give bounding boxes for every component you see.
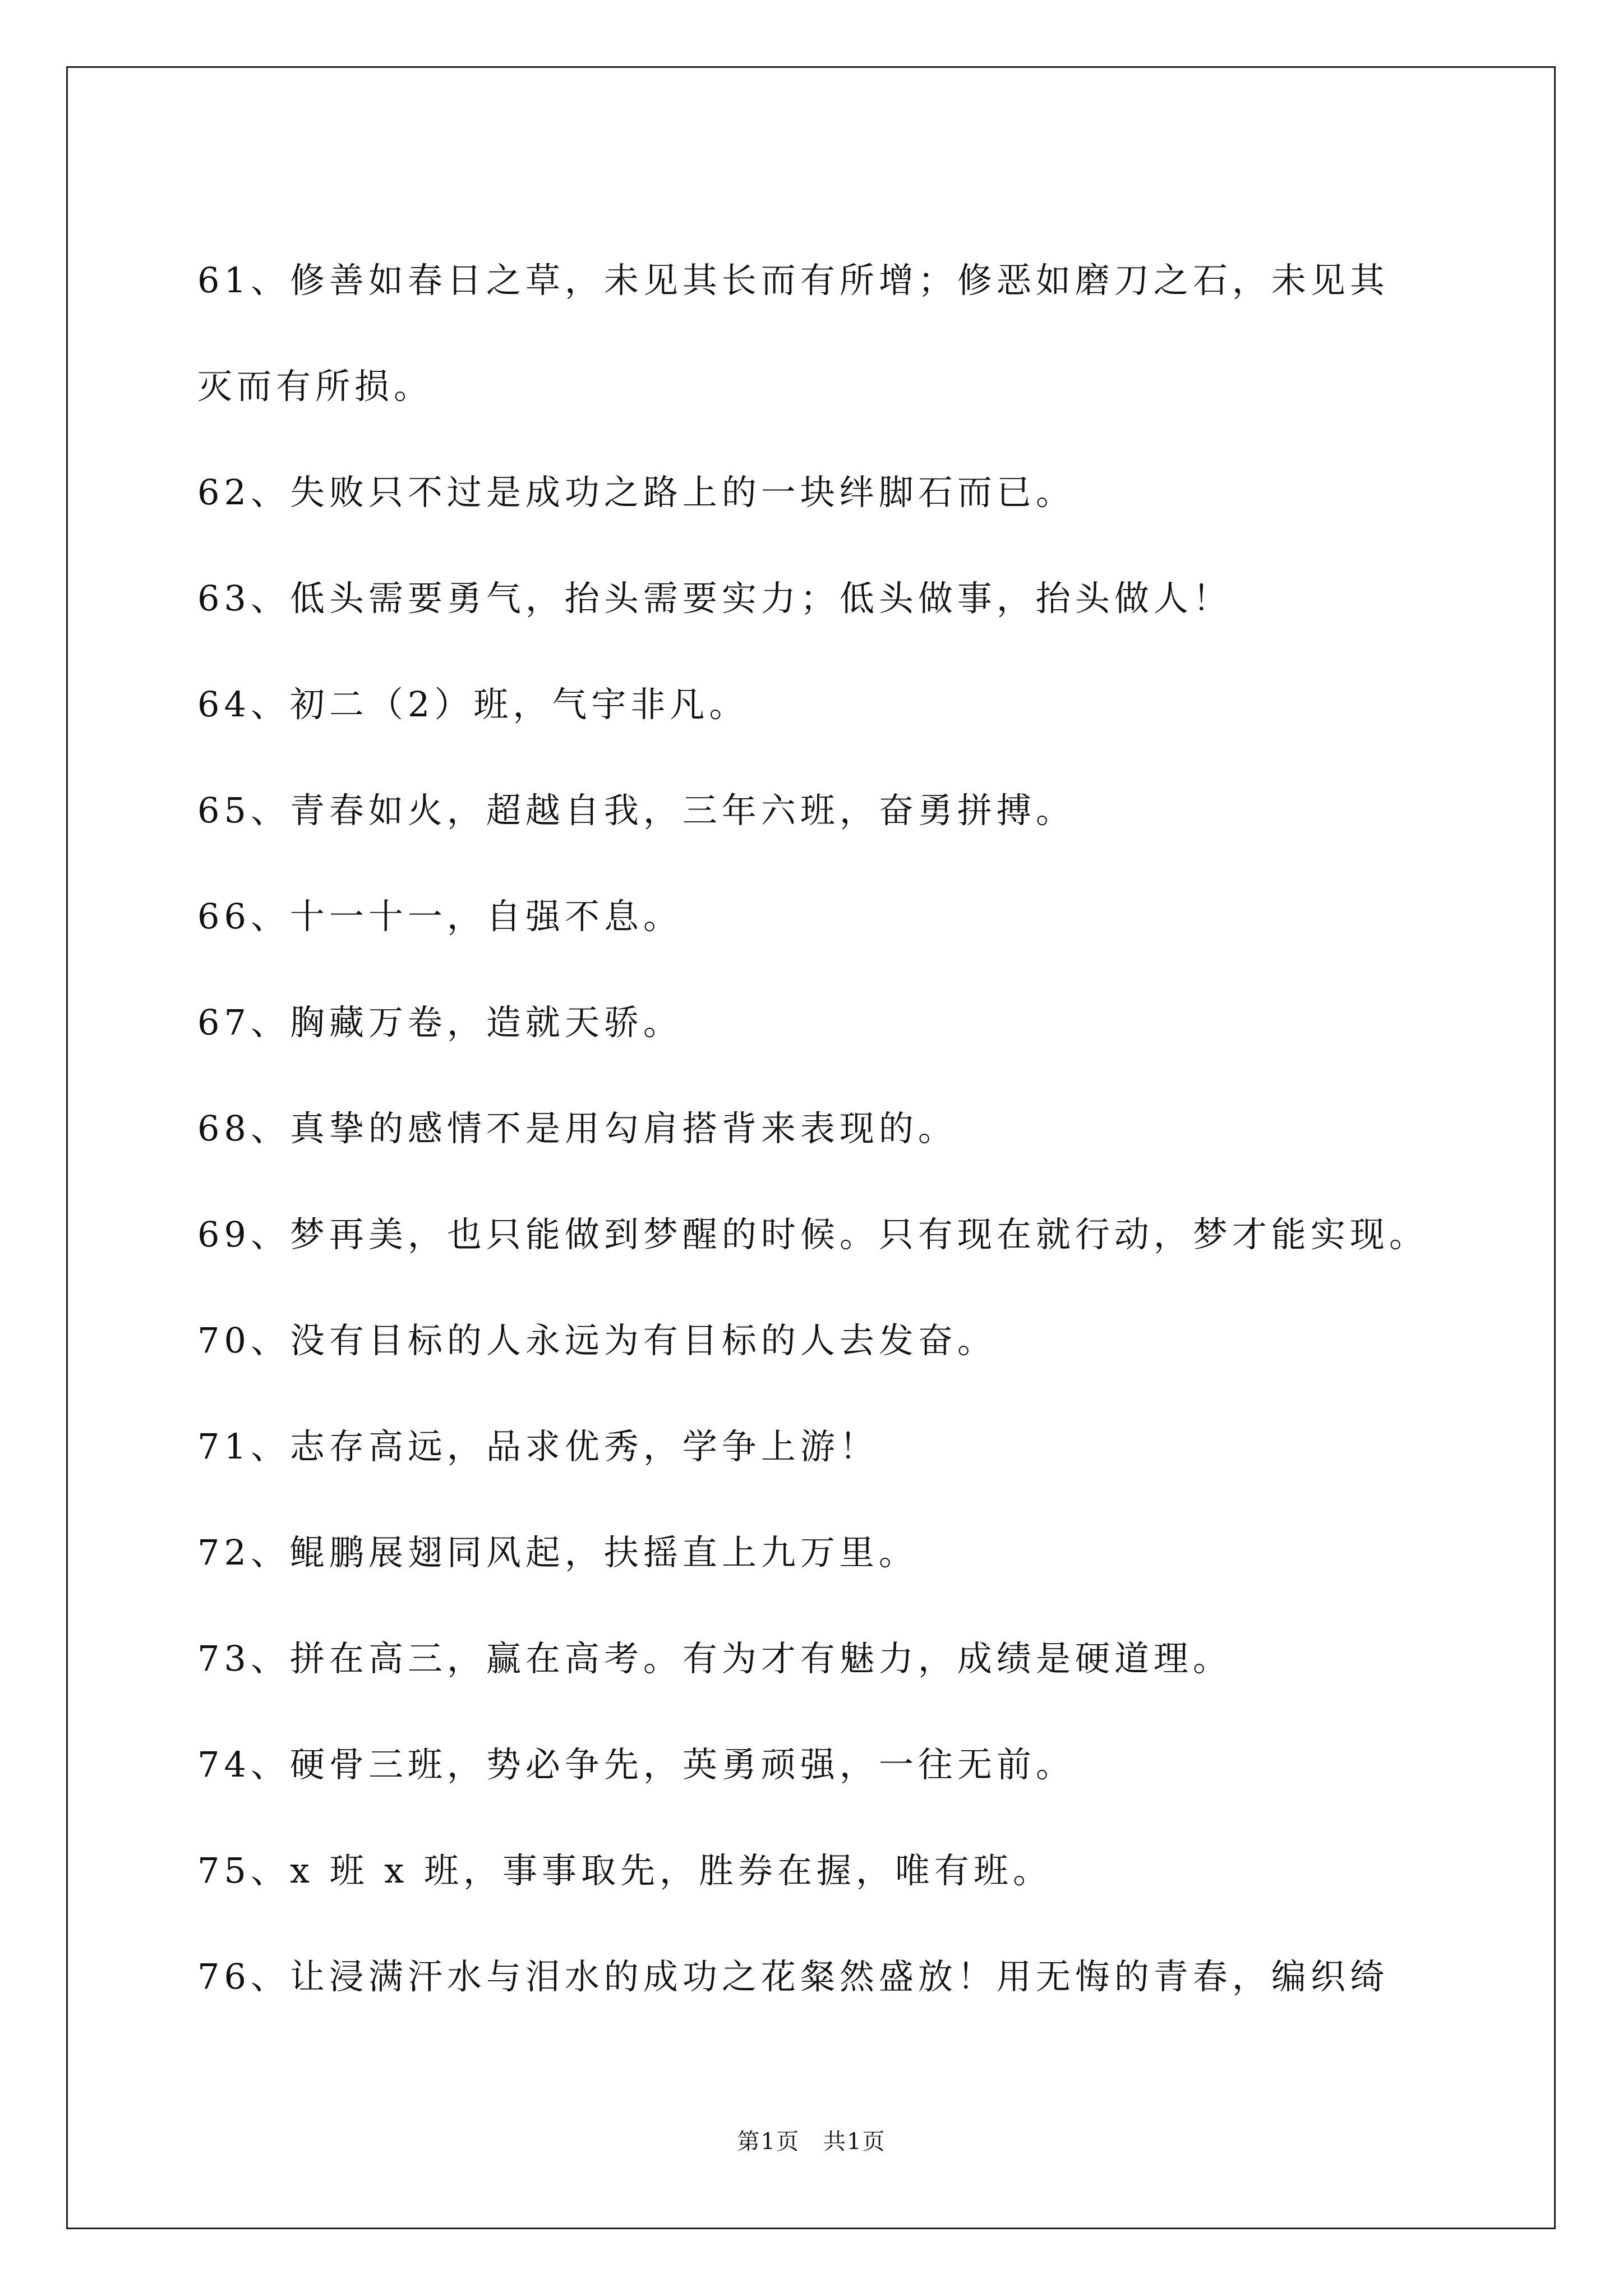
text-line: 灭而有所损。 (197, 366, 434, 407)
text-line: 64、初二（2）班，气宇非凡。 (197, 684, 749, 725)
text-line: 71、志存高远，品求优秀，学争上游！ (197, 1426, 879, 1467)
text-line: 70、没有目标的人永远为有目标的人去发奋。 (197, 1320, 997, 1361)
text-line: 74、硬骨三班，势必争先，英勇顽强，一往无前。 (197, 1744, 1075, 1785)
text-line: 63、低头需要勇气，抬头需要实力；低头做事，抬头做人！ (197, 578, 1232, 619)
text-line: 76、让浸满汗水与泪水的成功之花粲然盛放！用无悔的青春，编织绮 (197, 1956, 1389, 1997)
text-line: 75、x 班 x 班，事事取先，胜券在握，唯有班。 (197, 1850, 1052, 1891)
page-footer: 第1页 共1页 (737, 2129, 886, 2155)
text-line: 62、失败只不过是成功之路上的一块绊脚石而已。 (197, 472, 1075, 513)
text-line: 61、修善如春日之草，未见其长而有所增；修恶如磨刀之石，未见其 (197, 260, 1389, 301)
text-line: 69、梦再美，也只能做到梦醒的时候。只有现在就行动，梦才能实现。 (197, 1214, 1428, 1255)
document-body (197, 224, 1482, 2027)
text-line: 68、真挚的感情不是用勾肩搭背来表现的。 (197, 1108, 957, 1149)
text-line: 65、青春如火，超越自我，三年六班，奋勇拼搏。 (197, 790, 1075, 831)
text-line: 73、拼在高三，赢在高考。有为才有魅力，成绩是硬道理。 (197, 1638, 1232, 1679)
text-line: 72、鲲鹏展翅同风起，扶摇直上九万里。 (197, 1532, 918, 1573)
text-line: 66、十一十一，自强不息。 (197, 896, 683, 937)
text-line: 67、胸藏万卷，造就天骄。 (197, 1002, 683, 1043)
